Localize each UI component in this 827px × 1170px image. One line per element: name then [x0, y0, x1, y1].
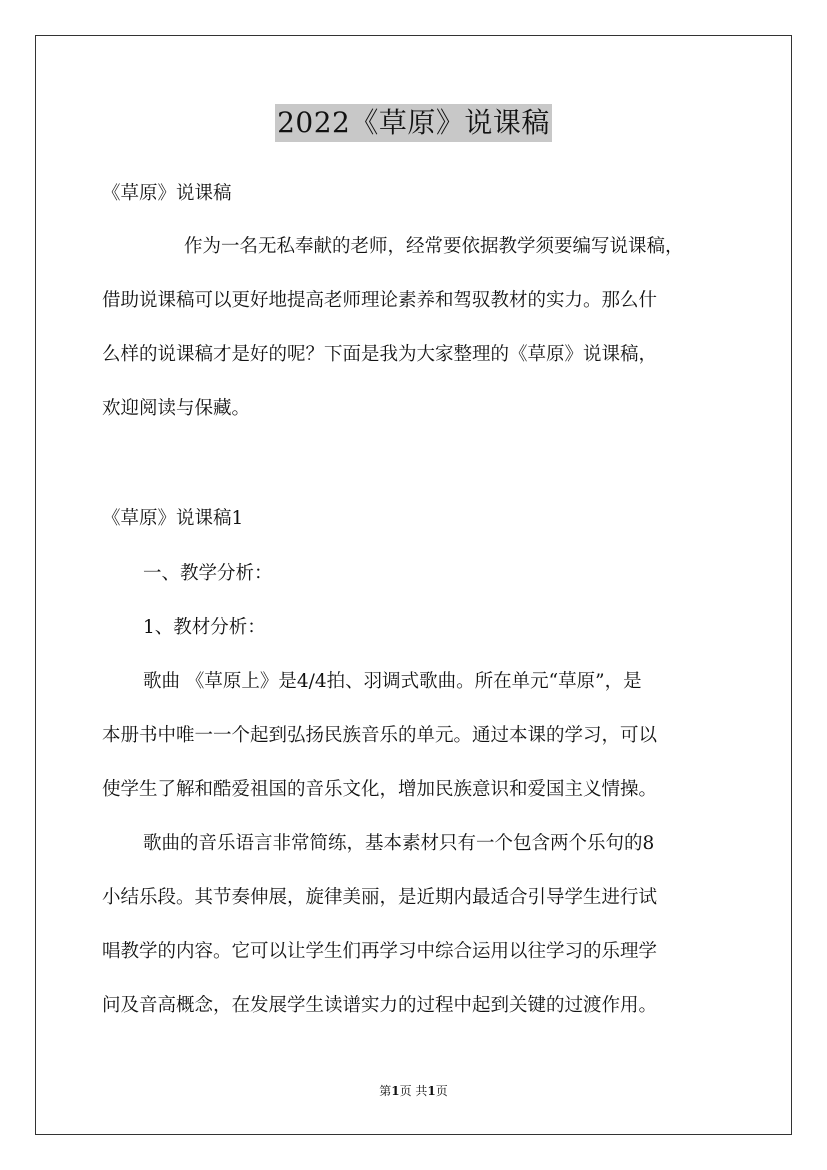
- page-footer: [0, 1083, 827, 1099]
- paragraph-line: 使学生了解和酷爱祖国的音乐文化，增加民族意识和爱国主义情操。: [102, 779, 658, 800]
- footer-page-number: 1: [391, 1084, 400, 1098]
- footer-page-suffix: 页: [435, 1084, 448, 1098]
- document-subtitle: 《草原》说课稿: [102, 183, 232, 204]
- intro-line: 欢迎阅读与保藏。: [102, 398, 251, 419]
- paragraph-line: 唱教学的内容。它可以让学生们再学习中综合运用以往学习的乐理学: [102, 941, 658, 962]
- intro-line: 么样的说课稿才是好的呢？下面是我为大家整理的《草原》说课稿，: [102, 344, 658, 365]
- heading-teaching-analysis: 一、教学分析：: [143, 563, 273, 584]
- title-container: [0, 104, 827, 142]
- heading-material-analysis: 1、教材分析：: [143, 617, 266, 638]
- paragraph-line: 本册书中唯一一个起到弘扬民族音乐的单元。通过本课的学习，可以: [102, 725, 658, 746]
- paragraph-line: 小结乐段。其节奏伸展，旋律美丽，是近期内最适合引导学生进行试: [102, 887, 658, 908]
- paragraph-line: 歌曲 《草原上》是4/4拍、羽调式歌曲。所在单元“草原”，是: [143, 671, 642, 692]
- paragraph-line: 问及音高概念，在发展学生读谱实力的过程中起到关键的过渡作用。: [102, 995, 658, 1016]
- intro-line: 作为一名无私奉献的老师，经常要依据教学须要编写说课稿，: [184, 236, 684, 257]
- footer-page-prefix: 第: [379, 1084, 392, 1098]
- intro-line: 借助说课稿可以更好地提高老师理论素养和驾驭教材的实力。那么什: [102, 290, 658, 311]
- paragraph-line: 歌曲的音乐语言非常简练，基本素材只有一个包含两个乐句的8: [143, 833, 655, 854]
- section-heading: 《草原》说课稿1: [102, 508, 244, 529]
- footer-page-total: 1: [427, 1084, 436, 1098]
- footer-page-mid: 页 共: [399, 1084, 428, 1098]
- document-title: 2022《草原》说课稿: [275, 104, 552, 142]
